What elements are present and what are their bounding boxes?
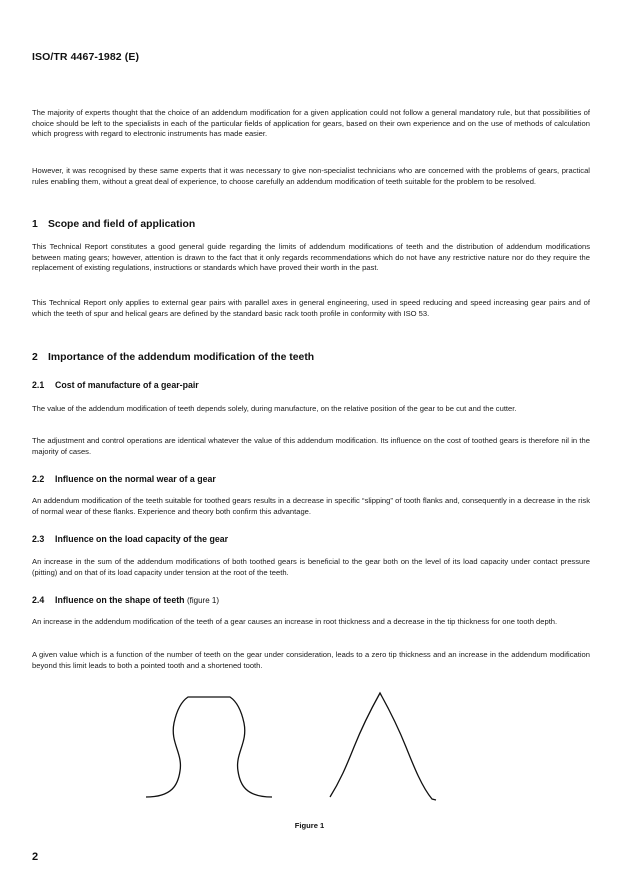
document-id: ISO/TR 4467-1982 (E) bbox=[32, 51, 140, 63]
section-2-heading bbox=[32, 352, 314, 363]
section-2-2-paragraph-1: An addendum modification of the teeth suitable for toothed gears results in a decrease in specific “slipping” of tooth flanks and, consequently in a decrease in the risk of normal wear of these flanks. Experience and theory both confirm this advantage. bbox=[32, 496, 590, 516]
section-2-2-heading bbox=[32, 474, 216, 484]
section-2-1-title: Cost of manufacture of a gear-pair bbox=[55, 380, 199, 390]
section-2-4-heading bbox=[32, 595, 219, 605]
figure-1-tooth-shapes bbox=[130, 685, 490, 805]
section-2-4-figure-ref: (figure 1) bbox=[186, 596, 219, 605]
section-2-4-title: Influence on the shape of teeth bbox=[55, 595, 185, 605]
section-2-2-number: 2.2 bbox=[32, 474, 45, 484]
section-2-title: Importance of the addendum modification of the teeth bbox=[48, 352, 315, 363]
section-2-4-paragraph-2: A given value which is a function of the number of teeth on the gear under consideration, leads to a zero tip thickness and an increase in the addendum modification beyond this limit leads to both a pointed tooth and a shortened tooth. bbox=[32, 650, 590, 670]
section-2-4-paragraph-1: An increase in the addendum modification of the teeth of a gear causes an increase in root thickness and a decrease in the tip thickness for one tooth depth. bbox=[32, 617, 558, 626]
section-2-1-number: 2.1 bbox=[32, 380, 45, 390]
section-2-3-paragraph-1: An increase in the sum of the addendum modifications of both toothed gears is beneficial to the gear both on the level of its load capacity under contact pressure (pitting) and on that of its load capacity under tension at the root of the teeth. bbox=[32, 557, 590, 577]
section-2-3-title: Influence on the load capacity of the gear bbox=[55, 534, 229, 544]
section-1-heading bbox=[32, 219, 195, 230]
section-2-number: 2 bbox=[32, 352, 38, 363]
section-2-2-title: Influence on the normal wear of a gear bbox=[55, 474, 216, 484]
section-2-3-heading bbox=[32, 534, 228, 544]
pointed-tooth-profile bbox=[330, 693, 436, 800]
section-1-title: Scope and field of application bbox=[48, 219, 196, 230]
section-2-1-heading bbox=[32, 380, 199, 390]
section-1-paragraph-2: This Technical Report only applies to external gear pairs with parallel axes in general engineering, used in speed reducing and speed increasing gear pairs and of which the teeth of spur and helical gears are defined by the standard basic rack tooth profile in conformity with ISO 53. bbox=[32, 298, 590, 318]
section-2-1-paragraph-2: The adjustment and control operations are identical whatever the value of this addendum modification. Its influence on the cost of toothed gears is therefore nil in the majority of cases. bbox=[32, 436, 590, 456]
section-1-paragraph-1: This Technical Report constitutes a good general guide regarding the limits of addendum modifications of teeth and the distribution of addendum modifications between mating gears; however, attention is drawn to the fact that it only regards recommendations which do not have any restrictive nature nor do they require the replacement of existing regulations, instructions or standards which have proved their worth in the past. bbox=[32, 242, 590, 273]
intro-paragraph-2: However, it was recognised by these same experts that it was necessary to give non-specialist technicians who are concerned with the problems of gears, practical rules enabling them, without a great deal of experience, to choose carefully an addendum modification of teeth suitable for the problem to be resolved. bbox=[32, 166, 590, 186]
figure-1-caption: Figure 1 bbox=[294, 821, 325, 830]
intro-paragraph-1: The majority of experts thought that the choice of an addendum modification for a given application could not follow a general mandatory rule, but that possibilities of choice should be left to the specialists in each of the particular fields of application for gears, based on their own experience and on the use of methods of calculation which progress with regard to electronic instruments has made easier. bbox=[32, 108, 590, 139]
section-2-1-paragraph-1: The value of the addendum modification of teeth depends solely, during manufacture, on the relative position of the gear to be cut and the cutter. bbox=[32, 404, 517, 413]
page-number: 2 bbox=[32, 851, 39, 863]
shortened-tooth-profile bbox=[146, 697, 272, 797]
section-1-number: 1 bbox=[32, 219, 38, 230]
section-2-4-number: 2.4 bbox=[32, 595, 45, 605]
section-2-3-number: 2.3 bbox=[32, 534, 45, 544]
